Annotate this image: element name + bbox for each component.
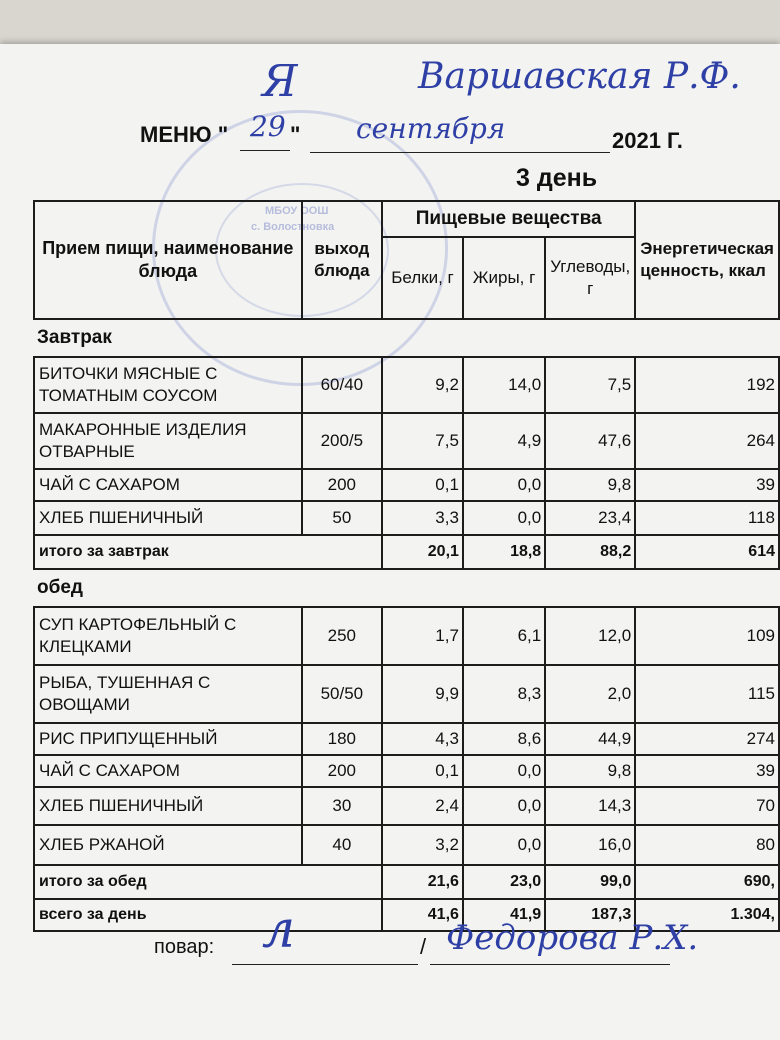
separator-slash: /: [420, 934, 427, 959]
dish-fat: 4,9: [463, 413, 545, 469]
dish-carbs: 9,8: [545, 755, 635, 787]
dish-energy: 264: [635, 413, 779, 469]
table-row: [34, 501, 779, 535]
lunch-total-row: [34, 865, 779, 899]
table-row: [34, 755, 779, 787]
dish-name: ХЛЕБ ПШЕНИЧНЫЙ: [34, 501, 302, 535]
dish-carbs: 14,3: [545, 787, 635, 825]
dish-protein: 1,7: [382, 607, 463, 665]
breakfast-title: Завтрак: [34, 319, 779, 357]
dish-name: МАКАРОННЫЕ ИЗДЕЛИЯ ОТВАРНЫЕ: [34, 413, 302, 469]
table-row: [34, 413, 779, 469]
menu-title-prefix: МЕНЮ ": [140, 122, 229, 147]
table-row: [34, 787, 779, 825]
lunch-title: обед: [34, 569, 779, 607]
dish-name: РИС ПРИПУЩЕННЫЙ: [34, 723, 302, 755]
lunch-section-row: [34, 569, 779, 607]
dish-protein: 7,5: [382, 413, 463, 469]
menu-month-handwritten: сентября: [356, 112, 506, 145]
total-fat: 23,0: [463, 865, 545, 899]
dish-carbs: 7,5: [545, 357, 635, 413]
total-label: итого за обед: [34, 865, 382, 899]
table-row: [34, 665, 779, 723]
dish-energy: 80: [635, 825, 779, 865]
day-total-protein: 41,6: [382, 899, 463, 931]
col-carbs-header: Углеводы, г: [545, 237, 635, 319]
dish-energy: 274: [635, 723, 779, 755]
col-energy-header: Энергетическая ценность, ккал: [635, 201, 779, 319]
dish-output: 60/40: [302, 357, 382, 413]
col-output-header: выход блюда: [302, 201, 382, 319]
dish-carbs: 2,0: [545, 665, 635, 723]
dish-name: ХЛЕБ РЖАНОЙ: [34, 825, 302, 865]
table-row: [34, 469, 779, 501]
dish-fat: 6,1: [463, 607, 545, 665]
dish-name: ХЛЕБ ПШЕНИЧНЫЙ: [34, 787, 302, 825]
day-total-carbs: 187,3: [545, 899, 635, 931]
dish-fat: 0,0: [463, 825, 545, 865]
menu-table: [33, 200, 780, 932]
stamp-village-text: с. Волостновка: [251, 221, 335, 233]
total-energy: 690,: [635, 865, 779, 899]
breakfast-total-row: [34, 535, 779, 569]
dish-fat: 0,0: [463, 501, 545, 535]
dish-carbs: 9,8: [545, 469, 635, 501]
table-row: [34, 357, 779, 413]
dish-fat: 8,3: [463, 665, 545, 723]
table-row: [34, 723, 779, 755]
dish-fat: 8,6: [463, 723, 545, 755]
dish-output: 30: [302, 787, 382, 825]
dish-energy: 39: [635, 755, 779, 787]
dish-output: 180: [302, 723, 382, 755]
dish-name: ЧАЙ С САХАРОМ: [34, 755, 302, 787]
dish-carbs: 16,0: [545, 825, 635, 865]
dish-output: 50: [302, 501, 382, 535]
dish-name: БИТОЧКИ МЯСНЫЕ С ТОМАТНЫМ СОУСОМ: [34, 357, 302, 413]
cook-signature: л: [262, 900, 296, 960]
dish-carbs: 12,0: [545, 607, 635, 665]
approval-signature: Я: [262, 56, 298, 107]
menu-year: 2021 Г.: [612, 128, 683, 153]
month-underline: [310, 152, 610, 153]
day-underline: [240, 150, 290, 151]
col-meal-header: Прием пищи, наименование блюда: [34, 201, 302, 319]
dish-output: 200/5: [302, 413, 382, 469]
approval-name: Варшавская Р.Ф.: [418, 56, 741, 97]
col-nutrients-header: Пищевые вещества: [382, 201, 635, 237]
col-fat-header: Жиры, г: [463, 237, 545, 319]
total-label: итого за завтрак: [34, 535, 382, 569]
table-header-row: [34, 201, 779, 237]
breakfast-section-row: [34, 319, 779, 357]
dish-protein: 3,3: [382, 501, 463, 535]
dish-energy: 39: [635, 469, 779, 501]
dish-fat: 14,0: [463, 357, 545, 413]
day-total-label: всего за день: [34, 899, 382, 931]
dish-protein: 3,2: [382, 825, 463, 865]
dish-carbs: 47,6: [545, 413, 635, 469]
dish-name: РЫБА, ТУШЕННАЯ С ОВОЩАМИ: [34, 665, 302, 723]
menu-day-label: 3 день: [516, 164, 598, 192]
day-total-energy: 1.304,: [635, 899, 779, 931]
dish-protein: 9,2: [382, 357, 463, 413]
dish-protein: 0,1: [382, 469, 463, 501]
dish-output: 50/50: [302, 665, 382, 723]
dish-fat: 0,0: [463, 787, 545, 825]
day-total-fat: 41,9: [463, 899, 545, 931]
signature-underline: [232, 964, 418, 965]
dish-output: 40: [302, 825, 382, 865]
total-carbs: 99,0: [545, 865, 635, 899]
col-protein-header: Белки, г: [382, 237, 463, 319]
dish-fat: 0,0: [463, 755, 545, 787]
dish-energy: 192: [635, 357, 779, 413]
total-energy: 614: [635, 535, 779, 569]
dish-name: ЧАЙ С САХАРОМ: [34, 469, 302, 501]
name-underline: [430, 964, 670, 965]
stamp-org-text: МБОУ ООШ: [265, 205, 329, 217]
dish-energy: 115: [635, 665, 779, 723]
dish-output: 250: [302, 607, 382, 665]
dish-fat: 0,0: [463, 469, 545, 501]
dish-protein: 2,4: [382, 787, 463, 825]
dish-protein: 4,3: [382, 723, 463, 755]
dish-carbs: 44,9: [545, 723, 635, 755]
dish-energy: 70: [635, 787, 779, 825]
menu-title-quote: ": [290, 122, 301, 147]
table-row: [34, 825, 779, 865]
total-protein: 21,6: [382, 865, 463, 899]
dish-output: 200: [302, 755, 382, 787]
dish-energy: 109: [635, 607, 779, 665]
dish-output: 200: [302, 469, 382, 501]
total-fat: 18,8: [463, 535, 545, 569]
dish-name: СУП КАРТОФЕЛЬНЫЙ С КЛЕЦКАМИ: [34, 607, 302, 665]
total-protein: 20,1: [382, 535, 463, 569]
dish-carbs: 23,4: [545, 501, 635, 535]
dish-protein: 9,9: [382, 665, 463, 723]
total-carbs: 88,2: [545, 535, 635, 569]
cook-label: повар:: [154, 936, 215, 958]
cook-name: Федорова Р.Х.: [446, 918, 699, 958]
dish-protein: 0,1: [382, 755, 463, 787]
dish-energy: 118: [635, 501, 779, 535]
table-row: [34, 607, 779, 665]
menu-day-handwritten: 29: [250, 110, 286, 143]
